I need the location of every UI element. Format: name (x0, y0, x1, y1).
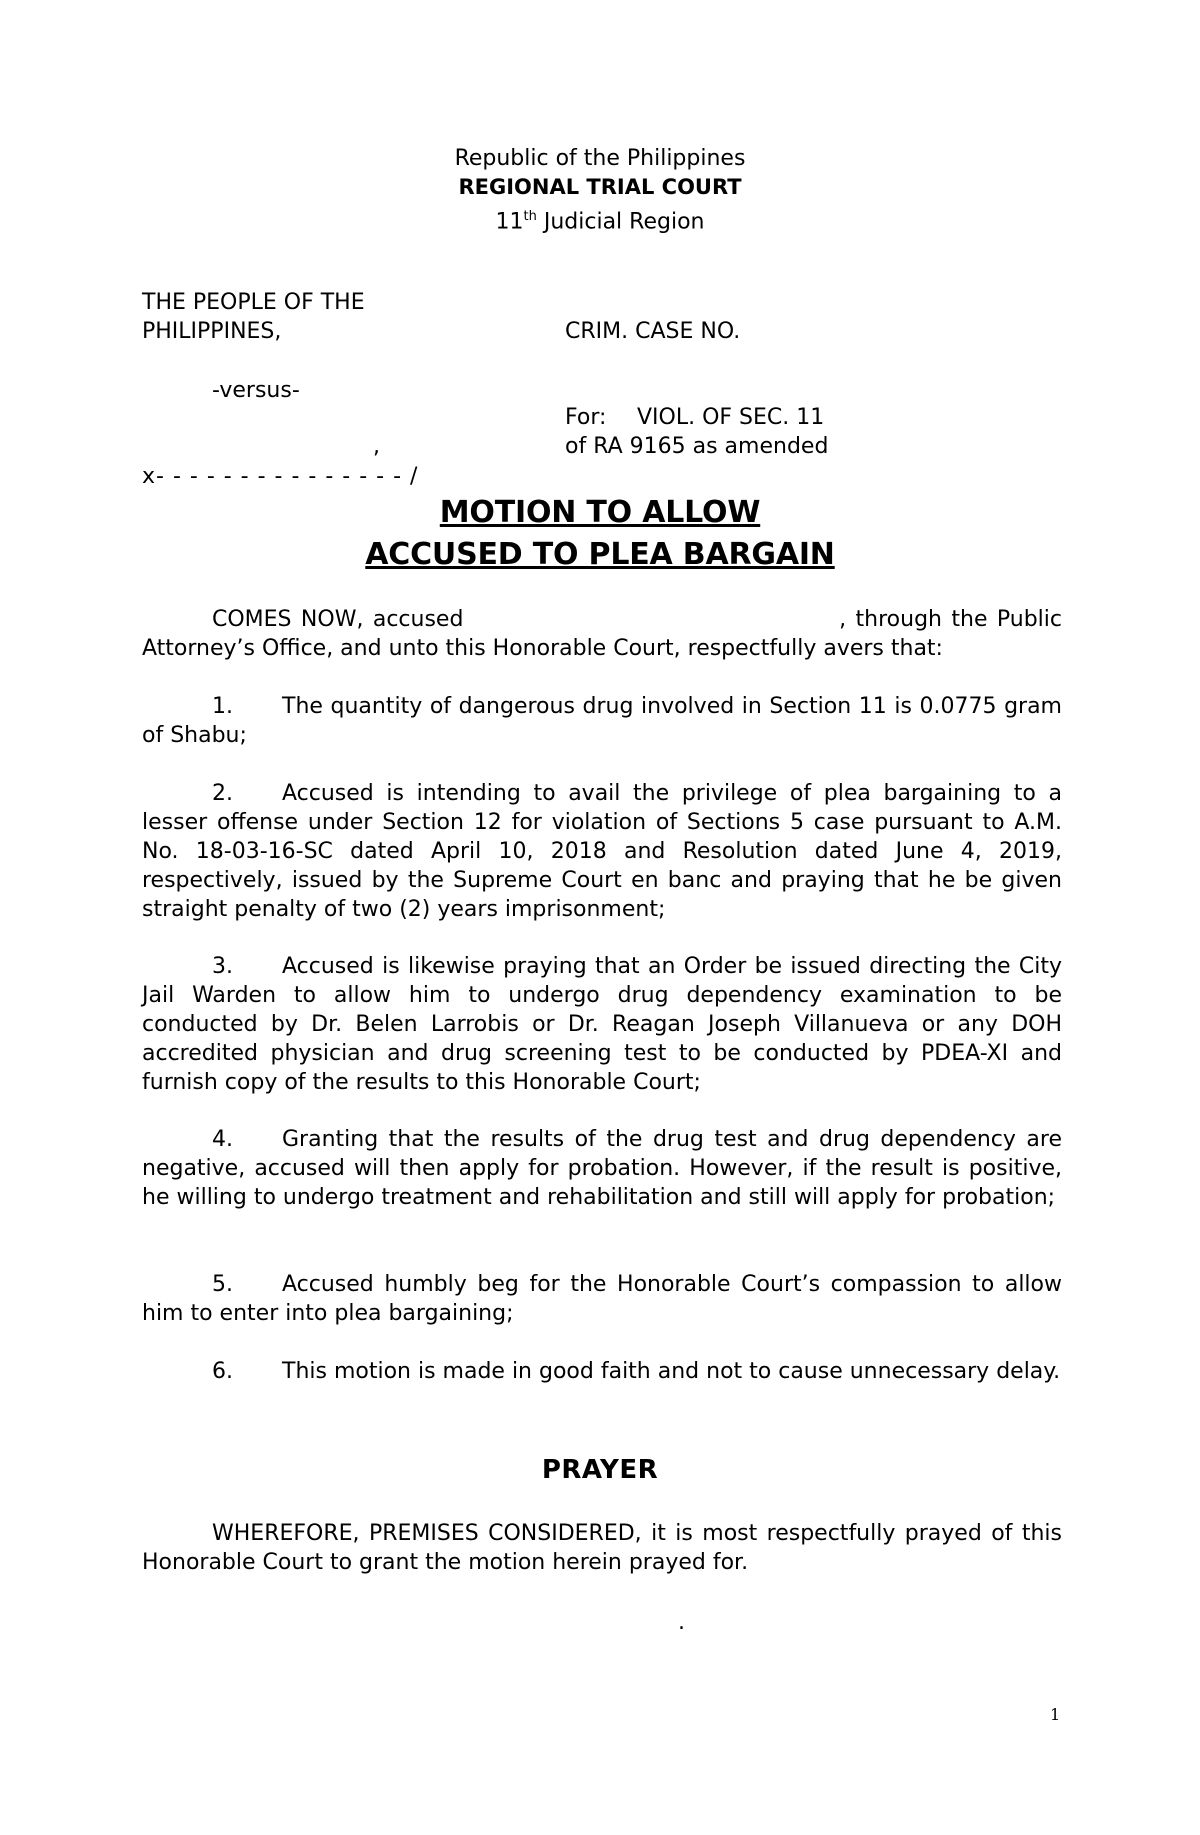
page-number: 1 (1050, 1705, 1061, 1724)
paragraph-number: 5. (212, 1272, 233, 1297)
paragraph-text: This motion is made in good faith and not to cause unnecessary delay. (282, 1359, 1061, 1384)
header-republic: Republic of the Philippines (454, 146, 746, 171)
paragraph-number: 1. (212, 694, 233, 719)
offense-value: VIOL. OF SEC. 11 (637, 405, 825, 430)
paragraph-number: 4. (212, 1127, 233, 1152)
paragraph-5 (142, 1270, 1062, 1328)
prayer-paragraph: WHEREFORE, PREMISES CONSIDERED, it is most respectfully prayed of this Honorable Court to grant the motion herein prayed for. (142, 1521, 1062, 1575)
versus-label: -versus- (212, 378, 300, 403)
region-suffix: th (523, 209, 537, 224)
plaintiff-line1: THE PEOPLE OF THE (142, 290, 365, 315)
paragraph-text: Accused is intending to avail the privilege of plea bargaining to a lesser offense under Section 12 for violation of Sections 5 case pursuant to A.M. No. 18-03-16-SC dated April 10, 2018 and Resolution dated June 4, 2019, respectively, issued by the Supreme Court en banc and praying that he be given straight penalty of two (2) years imprisonment; (142, 781, 1062, 922)
accused-comma: , (373, 434, 380, 459)
paragraph-6 (142, 1357, 1062, 1386)
paragraph-4 (142, 1125, 1062, 1212)
paragraph-number: 2. (212, 781, 233, 806)
paragraph-number: 6. (212, 1359, 233, 1384)
offense-for-label: For: (565, 405, 607, 430)
paragraph-1 (142, 692, 1062, 750)
paragraph-2 (142, 779, 1062, 924)
paragraph-text: Accused humbly beg for the Honorable Court’s compassion to allow him to enter into plea bargaining; (142, 1272, 1062, 1326)
region-number: 11 (495, 209, 524, 235)
header-court: REGIONAL TRIAL COURT (458, 175, 742, 199)
paragraph-text: The quantity of dangerous drug involved in Section 11 is 0.0775 gram of Shabu; (142, 694, 1062, 748)
plaintiff-line2: PHILIPPINES, (142, 319, 282, 344)
motion-title-line1: MOTION TO ALLOW (439, 495, 761, 530)
paragraph-number: 3. (212, 954, 233, 979)
offense-value-line2: of RA 9165 as amended (565, 434, 829, 459)
case-number-label: CRIM. CASE NO. (565, 319, 741, 344)
paragraph-3 (142, 952, 1062, 1097)
caption-x-line: x- - - - - - - - - - - - - - - / (142, 464, 419, 489)
trailing-dot: . (678, 1610, 685, 1635)
header-region (0, 202, 1200, 236)
region-text: Judicial Region (536, 209, 705, 235)
paragraph-text: Granting that the results of the drug test and drug dependency are negative, accused will then apply for probation. However, if the result is positive, he willing to undergo treatment and rehabilitation and still will apply for probation; (142, 1127, 1062, 1210)
prayer-heading: PRAYER (541, 1455, 659, 1485)
intro-paragraph: COMES NOW, accused , through the Public Attorney’s Office, and unto this Honorable Court, respectfully avers that: (142, 607, 1069, 661)
paragraph-text: Accused is likewise praying that an Order be issued directing the City Jail Warden to allow him to undergo drug dependency examination to be conducted by Dr. Belen Larrobis or Dr. Reagan Joseph Villanueva or any DOH accredited physician and drug screening test to be conducted by PDEA-XI and furnish copy of the results to this Honorable Court; (142, 954, 1062, 1095)
motion-title-line2: ACCUSED TO PLEA BARGAIN (365, 537, 835, 572)
